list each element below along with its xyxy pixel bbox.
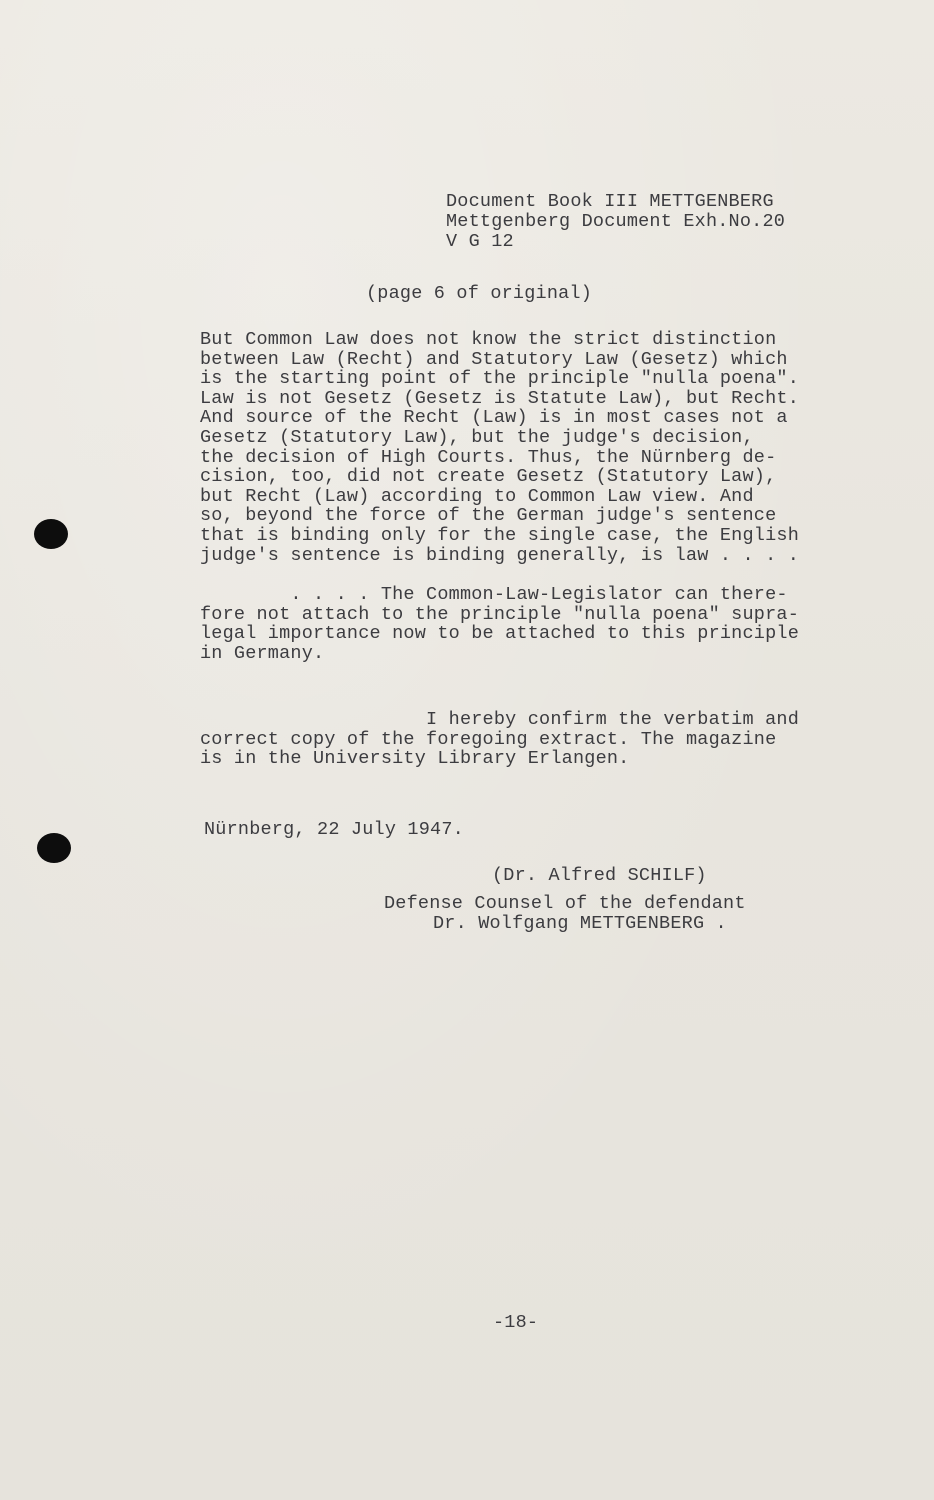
paragraph-line: the decision of High Courts. Thus, the Nürnberg de- — [200, 446, 777, 468]
header-line-exhibit: Mettgenberg Document Exh.No.20 — [446, 211, 786, 232]
paragraph-line: judge's sentence is binding generally, is law . . . . — [200, 544, 799, 566]
paragraph-line: Gesetz (Statutory Law), but the judge's decision, — [200, 426, 754, 448]
paragraph-legislator — [200, 585, 799, 663]
paragraph-line: correct copy of the foregoing extract. The magazine — [200, 728, 777, 750]
page-number: -18- — [493, 1312, 539, 1333]
paragraph-line: I hereby confirm the verbatim and — [200, 709, 799, 730]
paragraph-common-law — [200, 330, 799, 565]
paragraph-confirmation — [200, 710, 799, 769]
signatory-title: Defense Counsel of the defendant — [384, 893, 746, 914]
place-date: Nürnberg, 22 July 1947. — [204, 819, 464, 840]
punch-hole-top — [34, 519, 68, 549]
paragraph-line: cision, too, did not create Gesetz (Statutory Law), — [200, 466, 777, 488]
paragraph-line: legal importance now to be attached to this principle — [200, 623, 799, 645]
paragraph-line: in Germany. — [200, 642, 325, 664]
header-line-code: V G 12 — [446, 231, 514, 252]
page-reference: (page 6 of original) — [366, 283, 593, 304]
document-header — [446, 192, 785, 252]
paragraph-line: fore not attach to the principle "nulla poena" supra- — [200, 603, 799, 625]
paragraph-line: is the starting point of the principle "nulla poena". — [200, 368, 799, 390]
header-line-book: Document Book III METTGENBERG — [446, 191, 774, 212]
paragraph-line: But Common Law does not know the strict distinction — [200, 329, 777, 350]
defendant-name: Dr. Wolfgang METTGENBERG . — [433, 913, 727, 934]
punch-hole-bottom — [37, 833, 71, 863]
paragraph-line: Law is not Gesetz (Gesetz is Statute Law), but Recht. — [200, 387, 799, 409]
paragraph-line: . . . . The Common-Law-Legislator can there- — [200, 584, 788, 605]
paragraph-line: so, beyond the force of the German judge's sentence — [200, 505, 777, 527]
paragraph-line: is in the University Library Erlangen. — [200, 748, 630, 770]
paragraph-line: And source of the Recht (Law) is in most cases not a — [200, 407, 788, 429]
paragraph-line: between Law (Recht) and Statutory Law (Gesetz) which — [200, 348, 788, 370]
paragraph-line: but Recht (Law) according to Common Law view. And — [200, 485, 754, 507]
signatory-name: (Dr. Alfred SCHILF) — [492, 865, 707, 886]
paragraph-line: that is binding only for the single case, the English — [200, 524, 799, 546]
